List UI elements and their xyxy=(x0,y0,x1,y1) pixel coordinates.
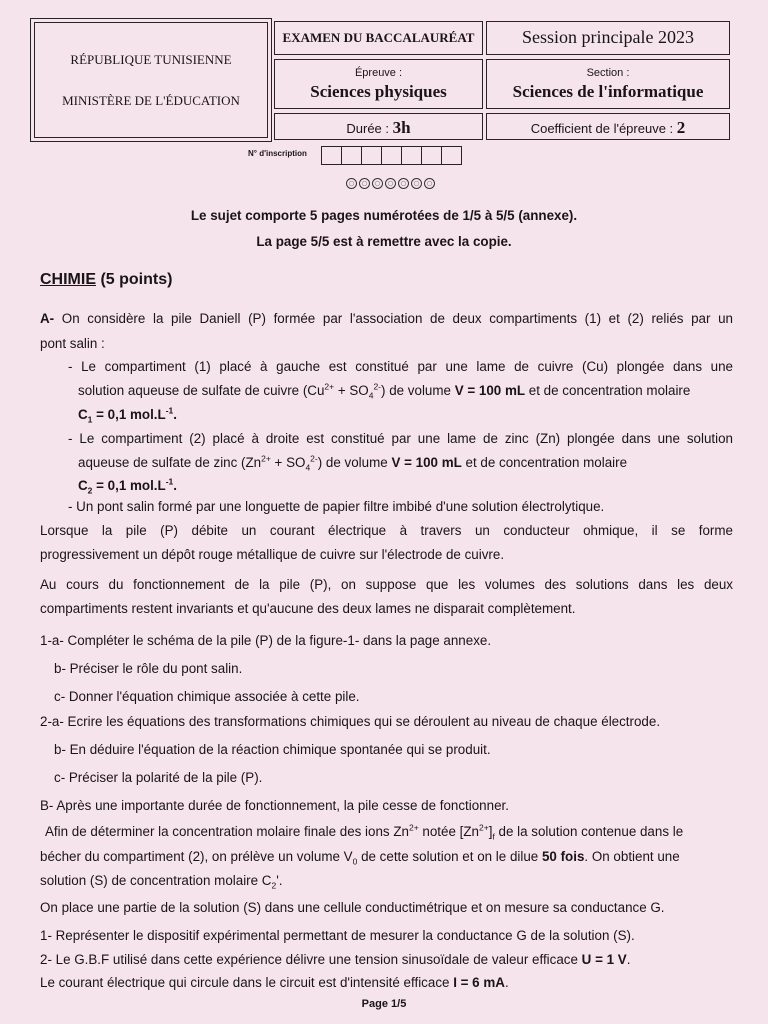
session-box xyxy=(486,21,730,55)
question-b1: 1- Représenter le dispositif expérimental permettant de mesurer la conductance G de la solution (S). xyxy=(40,928,635,943)
afin-line-1: Afin de déterminer la concentration molaire finale des ions $Zn^{2+}$ notée $[Zn^{2+}]_f$ de la solution contenue dans le xyxy=(45,822,684,842)
ministry-label: MINISTÈRE DE L'ÉDUCATION xyxy=(62,93,240,108)
intro-line-2: La page 5/5 est à remettre avec la copie. xyxy=(256,234,512,249)
chimie-points: (5 points) xyxy=(100,271,173,288)
compartment-2-line-1: - Le compartiment (2) placé à droite est constitué par une lame de zinc (Zn) plongée dans une solution xyxy=(68,431,733,446)
lorsque-line-1: Lorsque la pile (P) débite un courant électrique à travers un conducteur ohmique, il se forme xyxy=(40,523,733,538)
chimie-title: CHIMIE xyxy=(40,271,96,288)
ornament-icon xyxy=(345,178,436,189)
header-institution-box xyxy=(30,18,272,142)
au-cours-line-2: compartiments restent invariants et qu'aucune des deux lames ne disparait complètement. xyxy=(40,601,576,616)
afin-line-3: solution (S) de concentration molaire $C_2'$. xyxy=(40,873,283,891)
duree-value: 3h xyxy=(392,118,411,137)
epreuve-value: Sciences physiques xyxy=(310,82,447,101)
lorsque-line-2: progressivement un dépôt rouge métallique de cuivre sur l'électrode de cuivre. xyxy=(40,547,505,562)
compartment-1-line-3: $C_1 = 0,1$ $mol.L^{-1}$. xyxy=(78,405,178,425)
question-2a: 2-a- Ecrire les équations des transformations chimiques qui se déroulent au niveau de chaque électrode. xyxy=(40,714,661,729)
duree-caption: Durée : xyxy=(346,121,390,136)
section-value: Sciences de l'informatique xyxy=(512,82,704,101)
exam-title-box xyxy=(274,21,483,55)
coef-row xyxy=(487,118,729,138)
compartment-1-line-1: - Le compartiment (1) placé à gauche est constitué par une lame de cuivre (Cu) plongée dans une xyxy=(68,359,733,374)
compartment-1-line-2: solution aqueuse de sulfate de cuivre $(Cu^{2+} + SO_4^{2-})$ de volume V = 100 mL et de concentration molaire xyxy=(78,381,691,401)
epreuve-caption: Épreuve : xyxy=(354,67,403,79)
au-cours-line-1: Au cours du fonctionnement de la pile (P), on suppose que les volumes des solutions dans les deux xyxy=(40,577,733,592)
duree-box xyxy=(274,113,483,140)
question-b2-line-1: 2- Le G.B.F utilisé dans cette expérience délivre une tension sinusoïdale de valeur efficace U = 1 V. xyxy=(40,952,631,967)
exam-title: EXAMEN DU BACCALAURÉAT xyxy=(282,30,475,45)
question-2c: c- Préciser la polarité de la pile (P). xyxy=(54,770,263,785)
republic-label: RÉPUBLIQUE TUNISIENNE xyxy=(70,52,232,67)
coef-value: 2 xyxy=(676,118,686,137)
question-1a: 1-a- Compléter le schéma de la pile (P) de la figure-1- dans la page annexe. xyxy=(40,633,492,648)
inscription-cells[interactable] xyxy=(322,146,462,165)
compartment-2-line-2: aqueuse de sulfate de zinc $(Zn^{2+} + SO_4^{2-})$ de volume V = 100 mL et de concentration molaire xyxy=(78,453,628,473)
intro-line-1: Le sujet comporte 5 pages numérotées de 1/5 à 5/5 (annexe). xyxy=(190,208,578,223)
para-a-line-1: A- On considère la pile Daniell (P) formée par l'association de deux compartiments (1) et (2) reliés par un xyxy=(40,311,733,326)
chimie-heading xyxy=(40,271,172,289)
on-place-line: On place une partie de la solution (S) dans une cellule conductimétrique et on mesure sa conductance G. xyxy=(40,900,665,915)
afin-line-2: bécher du compartiment (2), on prélève un volume $V_0$ de cette solution et on le dilue 50 fois. On obtient une xyxy=(40,849,680,867)
part-b-intro: B- Après une importante durée de fonctionnement, la pile cesse de fonctionner. xyxy=(40,798,509,813)
page-number: Page 1/5 xyxy=(361,998,407,1010)
coef-caption: Coefficient de l'épreuve : xyxy=(530,121,674,136)
question-1c: c- Donner l'équation chimique associée à cette pile. xyxy=(54,689,360,704)
session-label: Session principale 2023 xyxy=(522,27,694,47)
question-2b: b- En déduire l'équation de la réaction chimique spontanée qui se produit. xyxy=(54,742,491,757)
coef-box xyxy=(486,113,730,140)
duree-row xyxy=(275,118,482,138)
epreuve-box xyxy=(274,59,483,109)
pont-salin-line: - Un pont salin formé par une longuette de papier filtre imbibé d'une solution électrolytique. xyxy=(68,499,605,514)
compartment-2-line-3: $C_2 = 0,1$ $mol.L^{-1}$. xyxy=(78,476,178,496)
question-1b: b- Préciser le rôle du pont salin. xyxy=(54,661,243,676)
section-box xyxy=(486,59,730,109)
question-b2-line-2: Le courant électrique qui circule dans le circuit est d'intensité efficace I = 6 mA. xyxy=(40,975,509,990)
para-a-line-2: pont salin : xyxy=(40,336,105,351)
inscription-label: N° d'inscription xyxy=(248,149,307,158)
section-caption: Section : xyxy=(586,67,630,79)
